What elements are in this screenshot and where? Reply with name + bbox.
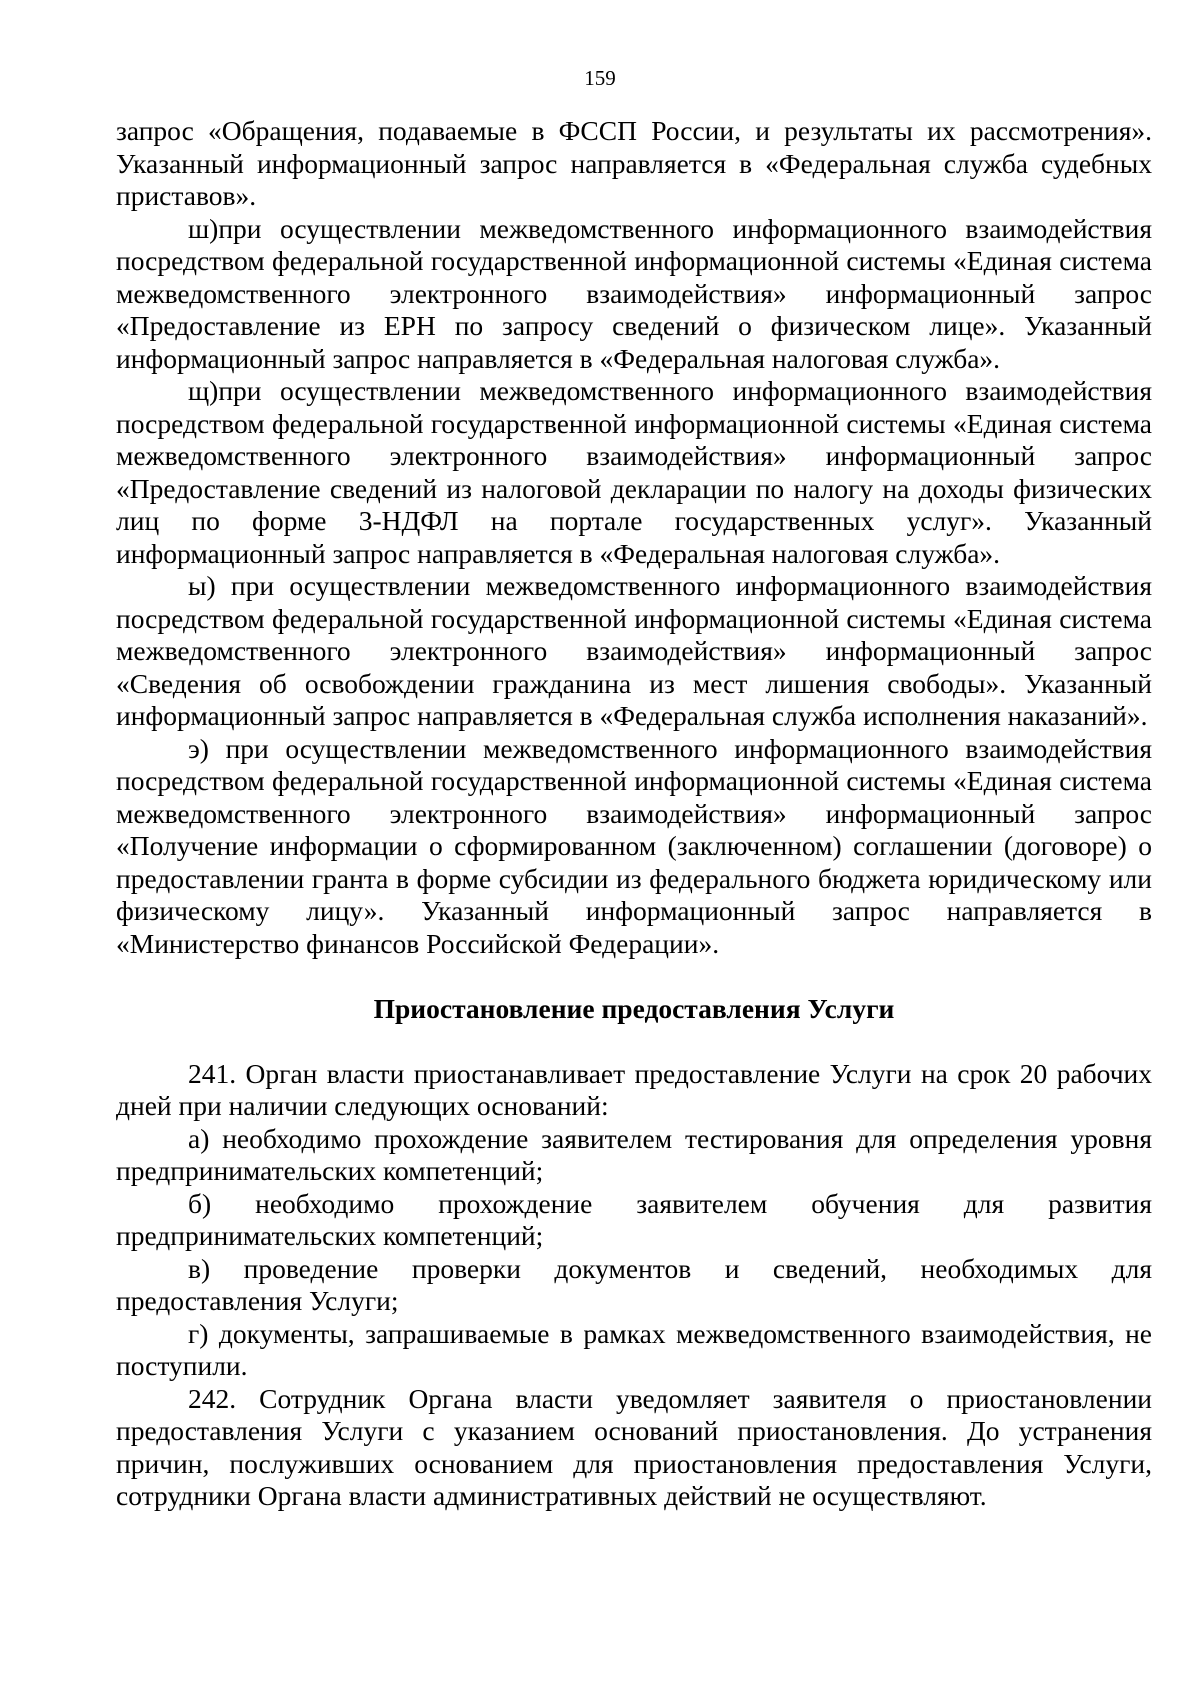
paragraph: ш)при осуществлении межведомственного информационного взаимодействия посредством федеральной государственной информационной системы «Единая система межведомственного электронного взаимодействия» информационный запрос «Предоставление из ЕРН по запросу сведений о физическом лице». Указанный информационный запрос направляется в «Федеральная налоговая служба». [116,212,1152,374]
page-number: 159 [584,66,616,90]
document-body [116,115,1152,1513]
paragraph: 242. Сотрудник Органа власти уведомляет заявителя о приостановлении предоставления Услуги с указанием оснований приостановления. До устранения причин, послуживших основанием для приостановления предоставления Услуги, сотрудники Органа власти административных действий не осуществляют. [116,1382,1152,1511]
list-item: а) необходимо прохождение заявителем тестирования для определения уровня предпринимательских компетенций; [116,1122,1152,1186]
paragraph: запрос «Обращения, подаваемые в ФССП России, и результаты их рассмотрения». Указанный информационный запрос направляется в «Федеральная служба судебных приставов». [116,115,1152,211]
section-heading: Приостановление предоставления Услуги [373,992,895,1024]
paragraph: 241. Орган власти приостанавливает предоставление Услуги на срок 20 рабочих дней при наличии следующих оснований: [116,1057,1152,1121]
paragraph: ы) при осуществлении межведомственного информационного взаимодействия посредством федеральной государственной информационной системы «Единая система межведомственного электронного взаимодействия» информационный запрос «Сведения об освобождении гражданина из мест лишения свободы». Указанный информационный запрос направляется в «Федеральная служба исполнения наказаний». [116,570,1152,731]
list-item: г) документы, запрашиваемые в рамках межведомственного взаимодействия, не поступили. [116,1317,1152,1381]
paragraph: щ)при осуществлении межведомственного информационного взаимодействия посредством федеральной государственной информационной системы «Единая система межведомственного электронного взаимодействия» информационный запрос «Предоставление сведений из налоговой декларации по налогу на доходы физических лиц по форме 3-НДФЛ на портале государственных услуг». Указанный информационный запрос направляется в «Федеральная налоговая служба». [116,375,1152,569]
list-item: б) необходимо прохождение заявителем обучения для развития предпринимательских компетенций; [116,1187,1152,1251]
paragraph: э) при осуществлении межведомственного информационного взаимодействия посредством федеральной государственной информационной системы «Единая система межведомственного электронного взаимодействия» информационный запрос «Получение информации о сформированном (заключенном) соглашении (договоре) о предоставлении гранта в форме субсидии из федерального бюджета юридическому или физическому лицу». Указанный информационный запрос направляется в «Министерство финансов Российской Федерации». [116,732,1152,959]
list-item: в) проведение проверки документов и сведений, необходимых для предоставления Услуги; [116,1252,1152,1316]
